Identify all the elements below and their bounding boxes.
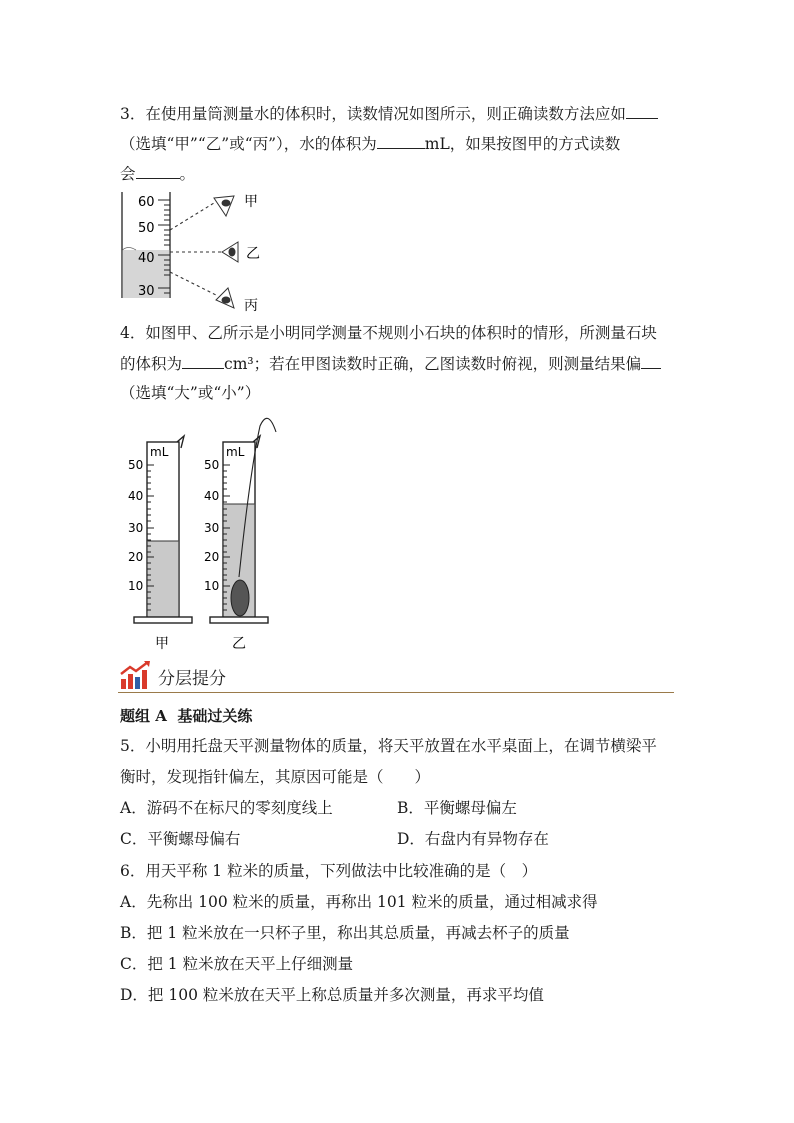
q4-blank-volume[interactable] [182, 352, 224, 369]
q3-tick-60: 60 [138, 195, 155, 210]
q5-option-b[interactable]: B．平衡螺母偏左 [397, 799, 517, 817]
q3-text-2a: （选填“甲”“乙”或“丙”），水的体积为 [120, 135, 377, 153]
q6-option-d[interactable]: D．把 100 粒米放在天平上称总质量并多次测量，再求平均值 [120, 986, 544, 1004]
cylinder-jia-tick-40: 40 [128, 489, 144, 503]
cylinder-yi [204, 418, 276, 652]
cylinder-yi-tick-40: 40 [204, 489, 220, 503]
cylinder-yi-caption: 乙 [232, 636, 246, 652]
q3-blank-result[interactable] [136, 162, 180, 179]
q4-blank-bias[interactable] [641, 352, 661, 369]
cylinder-jia-water [148, 541, 179, 616]
section-title: 分层提分 [158, 669, 226, 689]
cylinder-yi-tick-20: 20 [204, 550, 220, 564]
q3-line2 [120, 132, 620, 155]
q3-line1 [120, 102, 658, 125]
cylinder-yi-tick-50: 50 [204, 458, 220, 472]
q3-line3 [120, 162, 195, 185]
cylinder-yi-tick-30: 30 [204, 521, 220, 535]
eye-icon-yi [222, 242, 238, 262]
q3-text-3a: 会 [120, 165, 136, 183]
q3-tick-30: 30 [138, 284, 155, 299]
bar-chart-arrow-icon [120, 660, 152, 690]
group-title: 基础过关练 [177, 707, 253, 725]
q3-label-jia: 甲 [244, 194, 258, 210]
q6-option-a[interactable]: A．先称出 100 粒米的质量，再称出 101 粒米的质量，通过相减求得 [120, 893, 598, 911]
q4-cylinders-figure [122, 412, 292, 656]
cylinder-jia-caption: 甲 [155, 636, 169, 652]
cylinder-jia-tick-50: 50 [128, 458, 144, 472]
q5-option-d[interactable]: D．右盘内有异物存在 [397, 830, 549, 848]
eye-icon-jia [214, 196, 234, 216]
q4-line3 [120, 382, 260, 404]
q4-line1 [120, 322, 657, 344]
q6-line1: 6．用天平称 1 粒米的质量，下列做法中比较准确的是（ ） [120, 862, 538, 880]
q5-option-c[interactable]: C．平衡螺母偏右 [120, 830, 241, 848]
q5-line1: 5．小明用托盘天平测量物体的质量，将天平放置在水平桌面上，在调节横梁平 [120, 737, 657, 755]
group-heading [120, 705, 252, 727]
eye-icon-bing [216, 288, 234, 308]
cylinder-yi-unit: mL [226, 445, 245, 459]
q3-text-3b: 。 [179, 165, 196, 183]
q4-text-3: （选填“大”或“小”） [120, 384, 261, 402]
q4-line2 [120, 352, 661, 375]
q3-blank-method[interactable] [626, 102, 658, 119]
q3-label-yi: 乙 [246, 246, 260, 262]
q4-text-2b: cm³；若在甲图读数时正确，乙图读数时俯视，则测量结果偏 [224, 355, 642, 373]
q6-option-b[interactable]: B．把 1 粒米放在一只杯子里，称出其总质量，再减去杯子的质量 [120, 924, 570, 942]
q5-option-a[interactable]: A．游码不在标尺的零刻度线上 [120, 799, 333, 817]
cylinder-jia-unit: mL [150, 445, 169, 459]
cylinder-jia-tick-10: 10 [128, 579, 144, 593]
q3-blank-volume[interactable] [377, 132, 425, 149]
cylinder-jia-tick-20: 20 [128, 550, 144, 564]
q3-label-bing: 丙 [244, 298, 258, 314]
stone-shape [231, 580, 249, 616]
q3-text-1: 3．在使用量筒测量水的体积时，读数情况如图所示，则正确读数方法应如 [120, 105, 626, 123]
cylinder-yi-tick-10: 10 [204, 579, 220, 593]
q3-cylinder-figure [118, 188, 278, 314]
group-label: 题组 A [120, 707, 167, 725]
q4-text-1: 4．如图甲、乙所示是小明同学测量不规则小石块的体积时的情形，所测量石块 [120, 324, 657, 342]
q4-text-2a: 的体积为 [120, 355, 183, 373]
q3-tick-40: 40 [138, 251, 155, 266]
q3-tick-50: 50 [138, 221, 155, 236]
q5-line2: 衡时，发现指针偏左，其原因可能是（ ） [120, 768, 431, 786]
cylinder-jia [128, 436, 192, 652]
q3-text-2b: mL，如果按图甲的方式读数 [424, 135, 621, 153]
section-divider [118, 692, 674, 693]
cylinder-jia-tick-30: 30 [128, 521, 144, 535]
q6-option-c[interactable]: C．把 1 粒米放在天平上仔细测量 [120, 955, 354, 973]
